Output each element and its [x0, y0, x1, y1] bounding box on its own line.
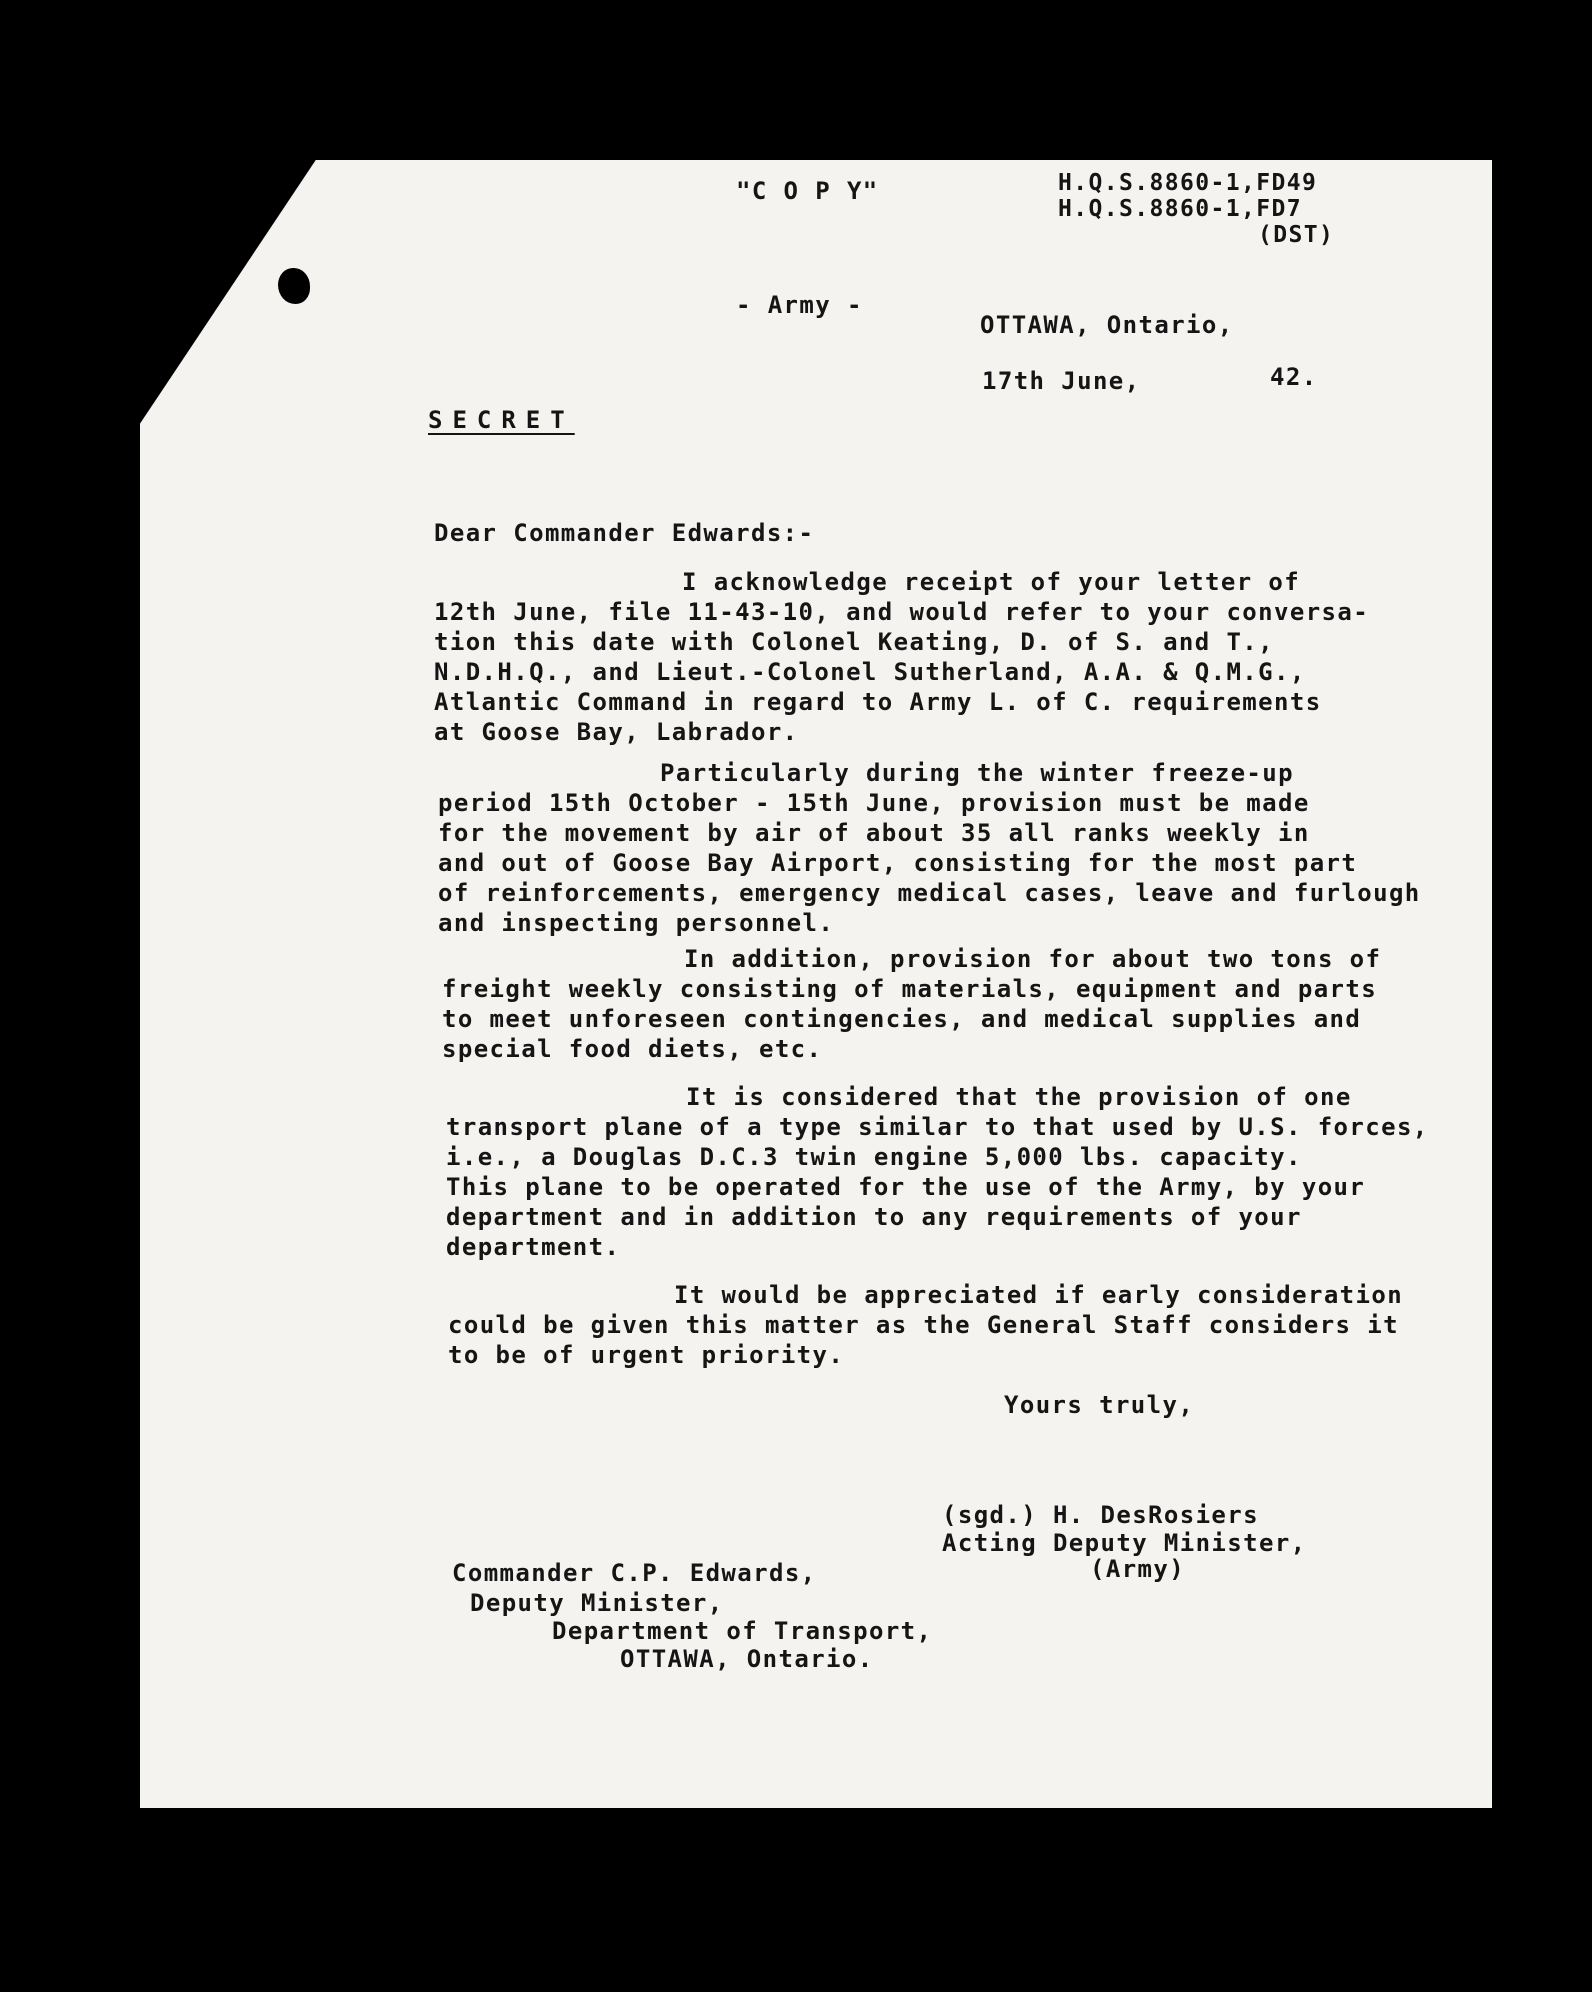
classification-stamp: SECRET — [428, 406, 575, 434]
salutation: Dear Commander Edwards:- — [434, 519, 815, 547]
text-line: to be of urgent priority. — [448, 1341, 845, 1369]
text-line: at Goose Bay, Labrador. — [434, 718, 799, 746]
place-line: OTTAWA, Ontario, — [980, 311, 1234, 339]
text-line: and out of Goose Bay Airport, consisting for the most part — [438, 849, 1358, 877]
text-line: department. — [446, 1233, 621, 1261]
text-line: to meet unforeseen contingencies, and medical supplies and — [442, 1005, 1362, 1033]
text-line: of reinforcements, emergency medical cases, leave and furlough — [438, 879, 1421, 907]
body-paragraph-3 — [442, 944, 1381, 1064]
branch-label: - Army - — [736, 291, 863, 319]
signature-name: (sgd.) H. DesRosiers — [942, 1501, 1259, 1529]
text-line: Atlantic Command in regard to Army L. of C. requirements — [434, 688, 1322, 716]
text-line: period 15th October - 15th June, provision must be made — [438, 789, 1310, 817]
punch-hole — [278, 268, 310, 304]
body-paragraph-5 — [448, 1280, 1403, 1370]
text-line: I acknowledge receipt of your letter of — [682, 568, 1301, 596]
addressee-department: Department of Transport, — [552, 1617, 933, 1645]
file-reference-2: H.Q.S.8860-1,FD7 — [1058, 196, 1302, 222]
text-line: special food diets, etc. — [442, 1035, 823, 1063]
text-line: It is considered that the provision of one — [686, 1083, 1352, 1111]
body-paragraph-1 — [434, 567, 1369, 747]
text-line: This plane to be operated for the use of the Army, by your — [446, 1173, 1366, 1201]
text-line: could be given this matter as the General Staff considers it — [448, 1311, 1399, 1339]
text-line: i.e., a Douglas D.C.3 twin engine 5,000 lbs. capacity. — [446, 1143, 1302, 1171]
addressee-title: Deputy Minister, — [470, 1589, 724, 1617]
signature-branch: (Army) — [1090, 1555, 1186, 1583]
addressee-city: OTTAWA, Ontario. — [620, 1645, 874, 1673]
closing: Yours truly, — [1004, 1391, 1195, 1419]
body-paragraph-2 — [438, 758, 1421, 938]
text-line: department and in addition to any requirements of your — [446, 1203, 1302, 1231]
date-year: 42. — [1270, 363, 1318, 391]
file-reference-3: (DST) — [1258, 222, 1335, 248]
text-line: In addition, provision for about two tons of — [684, 945, 1382, 973]
text-line: for the movement by air of about 35 all ranks weekly in — [438, 819, 1310, 847]
text-line: and inspecting personnel. — [438, 909, 835, 937]
addressee-name: Commander C.P. Edwards, — [452, 1559, 817, 1587]
copy-mark: "C O P Y" — [736, 177, 879, 205]
file-reference-1: H.Q.S.8860-1,FD49 — [1058, 170, 1318, 196]
text-line: Particularly during the winter freeze-up — [660, 759, 1294, 787]
text-line: transport plane of a type similar to that used by U.S. forces, — [446, 1113, 1429, 1141]
text-line: freight weekly consisting of materials, equipment and parts — [442, 975, 1378, 1003]
signature-title: Acting Deputy Minister, — [942, 1529, 1307, 1557]
text-line: 12th June, file 11-43-10, and would refer to your conversa- — [434, 598, 1370, 626]
body-paragraph-4 — [446, 1082, 1429, 1262]
date-line: 17th June, — [982, 367, 1141, 395]
text-line: It would be appreciated if early consideration — [674, 1281, 1404, 1309]
text-line: N.D.H.Q., and Lieut.-Colonel Sutherland, A.A. & Q.M.G., — [434, 658, 1306, 686]
text-line: tion this date with Colonel Keating, D. of S. and T., — [434, 628, 1275, 656]
